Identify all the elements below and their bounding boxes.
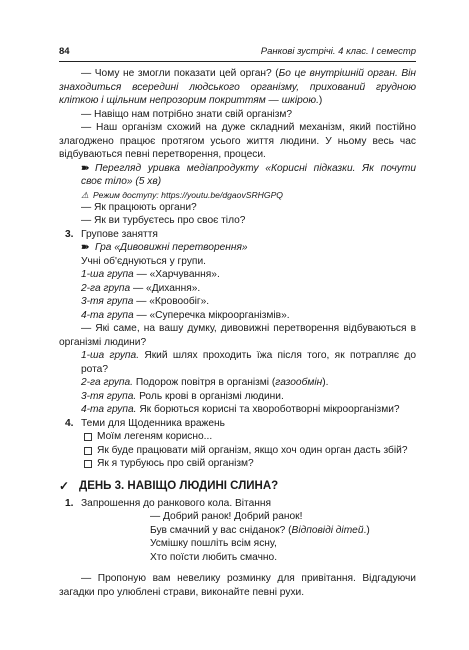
group-line: 2-га група — «Дихання». [81, 282, 201, 294]
paragraph-care-body: — Як ви турбуєтесь про своє тіло? [81, 215, 246, 226]
checkbox-icon [84, 460, 92, 468]
paragraph-warmup: — Пропоную вам невелику розминку для привітання. Відгадуючи загадки про улюблені страви, виконайте певні рухи. [59, 573, 416, 598]
paragraph-how-work: — Як працюють органи? [81, 201, 197, 213]
paragraph-unite: Учні об'єднуються у групи. [81, 255, 206, 267]
group-answer: 3-тя група. Роль крові в організмі людини. [81, 390, 284, 402]
section-number: 4. [65, 417, 74, 429]
paragraph-why-know: — Навіщо нам потрібно знати свій організм? [81, 108, 293, 120]
group-line: 3-тя група — «Кровообіг». [81, 296, 210, 307]
page-content [59, 67, 416, 599]
paragraph-mechanism: — Наш організм схожий на дуже складний механізм, який постійно злагоджено працює протягом усього життя людини. У ньому весь час відбуваються певні перетворення, процеси. [59, 122, 416, 160]
page-header [59, 45, 416, 62]
game-title: Гра «Дивовижні перетворення» [95, 242, 248, 253]
section-4 [59, 417, 416, 431]
group-line: 1-ша група — «Харчування». [81, 269, 220, 280]
topic-item: Як буде працювати мій організм, якщо хоч один орган дасть збій? [59, 444, 416, 458]
video-activity [59, 162, 416, 189]
section-number: 3. [65, 228, 74, 240]
paragraph-question-organ: — Чому не змогли показати цей орган? (Бо це внутрішній орган. Він знаходиться всередині людського організму, прихований грудною кліткою і щільним непрозорим покриттям — шкірою.) [59, 68, 416, 106]
section-3 [59, 228, 416, 242]
group-line: 4-та група — «Суперечка мікроорганізмів». [81, 309, 290, 321]
warning-icon: ⚠ [81, 189, 89, 200]
topic-item: Моїм легеням корисно... [59, 430, 416, 444]
italic-answer: Бо це внутрішній орган. Він знаходиться всередині людського організму, прихований грудною кліткою і щільним непрозорим покриттям — шкірою. [59, 68, 416, 106]
game-activity [59, 241, 416, 255]
poem-line: Хто поїсти любить смачно. [150, 551, 278, 563]
section-title: Запрошення до ранкового кола. Вітання [81, 497, 272, 509]
poem-line: — Добрий ранок! Добрий ранок! [150, 511, 303, 522]
page-number: 84 [59, 46, 70, 57]
running-title: Ранкові зустрічі. 4 клас. І семестр [260, 46, 416, 57]
access-link[interactable]: Режим доступу: https://youtu.be/dgaovSRHGPQ [93, 189, 283, 200]
checkbox-icon [84, 447, 92, 455]
checkmark-icon: ✓ [59, 478, 70, 493]
topic-item: Як я турбуюсь про свій організм? [59, 457, 416, 471]
section-title: Групове заняття [81, 228, 158, 240]
checkbox-icon [84, 433, 92, 441]
section-title: Теми для Щоденника вражень [81, 417, 225, 429]
arrow-icon: ➽ [81, 162, 90, 174]
group-answer: 1-ша група. Який шлях проходить їжа після того, як потрапляє до рота? [81, 350, 416, 375]
paragraph-transformations: — Які саме, на вашу думку, дивовижні перетворення відбуваються в організмі людини? [59, 323, 416, 348]
day-title: ДЕНЬ 3. НАВІЩО ЛЮДИНІ СЛИНА? [79, 479, 279, 492]
group-answer: 4-та група. Як борються корисні та хвороботворні мікроорганізми? [81, 404, 400, 415]
poem-line: Усмішку пошліть всім ясну, [150, 538, 277, 549]
section-number: 1. [65, 497, 74, 509]
poem-line: Був смачний у вас сніданок? (Відповіді дітей.) [150, 524, 370, 536]
day-3-heading [59, 478, 416, 494]
group-answer: 2-га група. Подорож повітря в організмі (газообмін). [81, 377, 329, 388]
section-1 [59, 497, 416, 511]
arrow-icon: ➽ [81, 242, 90, 253]
video-title: Перегляд уривка медіапродукту «Корисні підказки. Як почути своє тіло» (5 хв) [81, 162, 416, 187]
access-note [59, 189, 416, 201]
